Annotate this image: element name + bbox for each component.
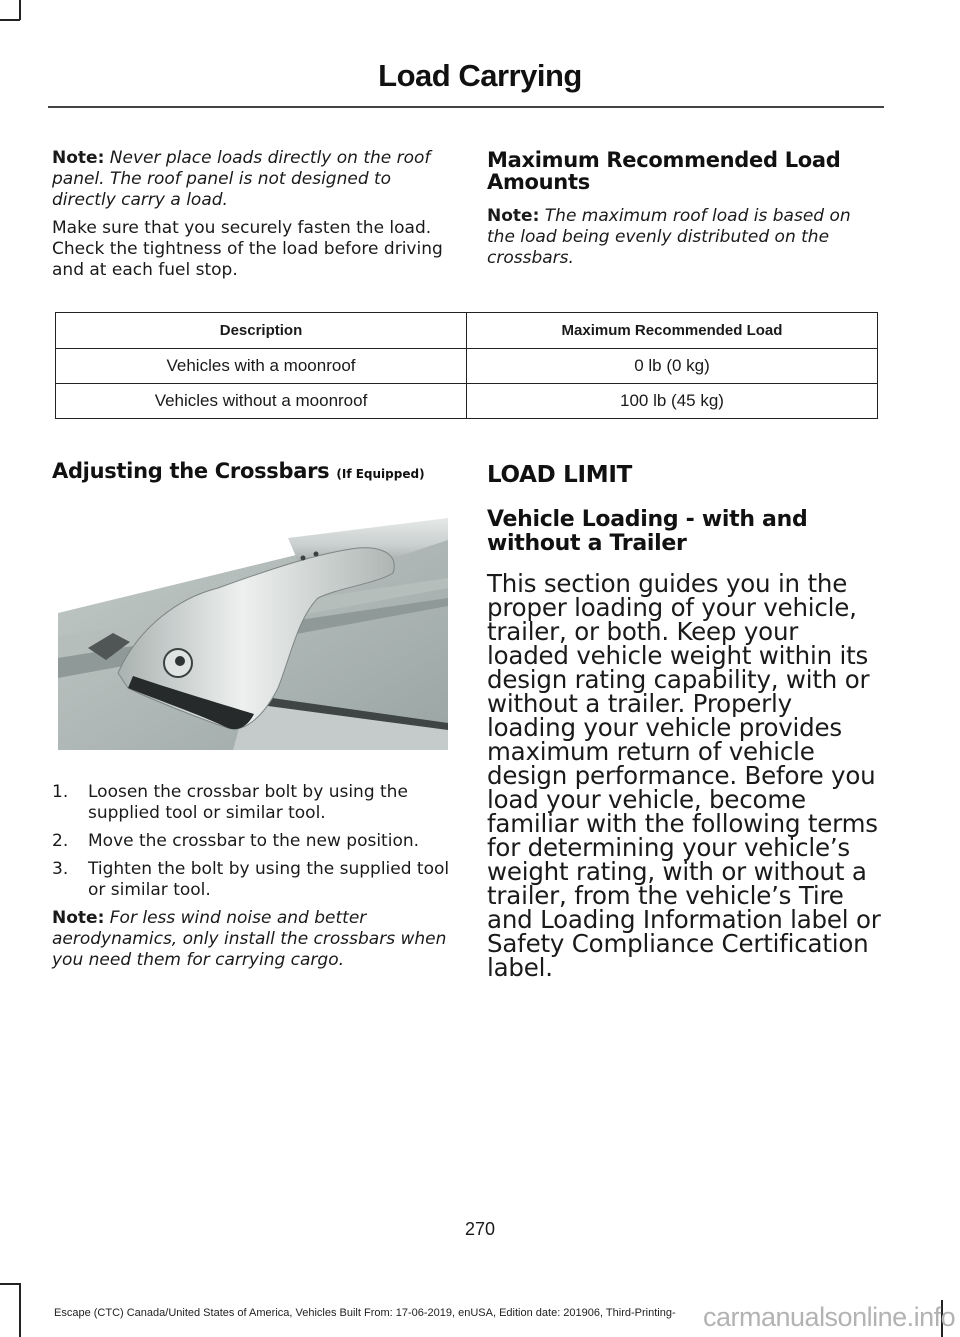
cell-max-load: 100 lb (45 kg): [467, 384, 878, 419]
cell-description: Vehicles without a moonroof: [56, 384, 467, 419]
max-load-heading: Maximum Recommended Load Amounts: [487, 148, 841, 194]
crossbar-image: [58, 518, 448, 750]
edition-footer: Escape (CTC) Canada/United States of America, Vehicles Built From: 17-06-2019, enUSA, Edition date: 201906, Third-Printing-: [54, 1307, 676, 1319]
page-number: 270: [464, 1219, 496, 1239]
note-label: Note:: [52, 908, 105, 928]
table-header-row: [56, 313, 878, 349]
crossbars-heading-block: [52, 460, 472, 485]
table-row: [56, 384, 878, 419]
note-text: The maximum roof load is based on the load being evenly distributed on the crossbars.: [487, 206, 851, 268]
crop-mark-top-left-h: [0, 19, 20, 21]
load-limit-block: [487, 462, 882, 980]
page-title: Load Carrying: [378, 58, 582, 93]
right-column-intro: [487, 149, 882, 269]
crop-mark-bottom-left-h: [0, 1283, 20, 1285]
step-item: [52, 782, 462, 824]
crossbars-heading: [52, 460, 472, 485]
fasten-load-paragraph: Make sure that you securely fasten the load. Check the tightness of the load before driving and at each fuel stop.: [52, 218, 443, 280]
note-text: For less wind noise and better aerodynamics, only install the crossbars when you need them for carrying cargo.: [52, 908, 447, 970]
column-header-description: Description: [56, 313, 467, 349]
watermark: carmanualsonline.info: [703, 1302, 956, 1332]
crop-mark-top-left-v: [19, 0, 21, 20]
step-text: Move the crossbar to the new position.: [88, 831, 420, 851]
step-number: 2.: [52, 831, 69, 851]
max-load-note: [487, 206, 882, 269]
step-text: Loosen the crossbar bolt by using the supplied tool or similar tool.: [88, 782, 408, 823]
step-text: Tighten the bolt by using the supplied tool or similar tool.: [88, 859, 450, 900]
title-divider: [48, 106, 884, 108]
column-header-max-load: Maximum Recommended Load: [467, 313, 878, 349]
cell-max-load: 0 lb (0 kg): [467, 349, 878, 384]
step-number: 1.: [52, 782, 69, 802]
max-load-table: [55, 312, 878, 419]
crossbars-heading-text: Adjusting the Crossbars: [52, 459, 330, 483]
note-text: Never place loads directly on the roof panel. The roof panel is not designed to directly carry a load.: [52, 148, 431, 210]
left-column-intro: [52, 148, 452, 281]
crossbar-note: [52, 908, 462, 971]
cell-description: Vehicles with a moonroof: [56, 349, 467, 384]
step-item: [52, 859, 462, 901]
if-equipped-label: (If Equipped): [336, 467, 425, 481]
crop-mark-bottom-left-v: [19, 1283, 21, 1337]
crossbar-steps-list: [52, 782, 462, 901]
note-label: Note:: [52, 148, 105, 168]
note-label: Note:: [487, 206, 540, 226]
vehicle-loading-heading: Vehicle Loading - with and without a Trailer: [487, 507, 808, 556]
crossbar-illustration: [58, 518, 448, 750]
step-number: 3.: [52, 859, 69, 879]
table-row: [56, 349, 878, 384]
load-limit-title: LOAD LIMIT: [487, 462, 633, 488]
roof-panel-note: [52, 148, 452, 211]
step-item: [52, 831, 462, 852]
vehicle-loading-body: This section guides you in the proper loading of your vehicle, trailer, or both. Keep your loaded vehicle weight within its design rating capability, with or without a trailer. Properly loading your vehicle provides maximum return of vehicle design performance. Before you load your vehicle, become familiar with the following terms for determining your vehicle’s weight rating, with or without a trailer, from the vehicle’s Tire and Loading Information label or Safety Compliance Certification label.: [487, 569, 881, 982]
crossbar-steps-block: [52, 782, 462, 971]
